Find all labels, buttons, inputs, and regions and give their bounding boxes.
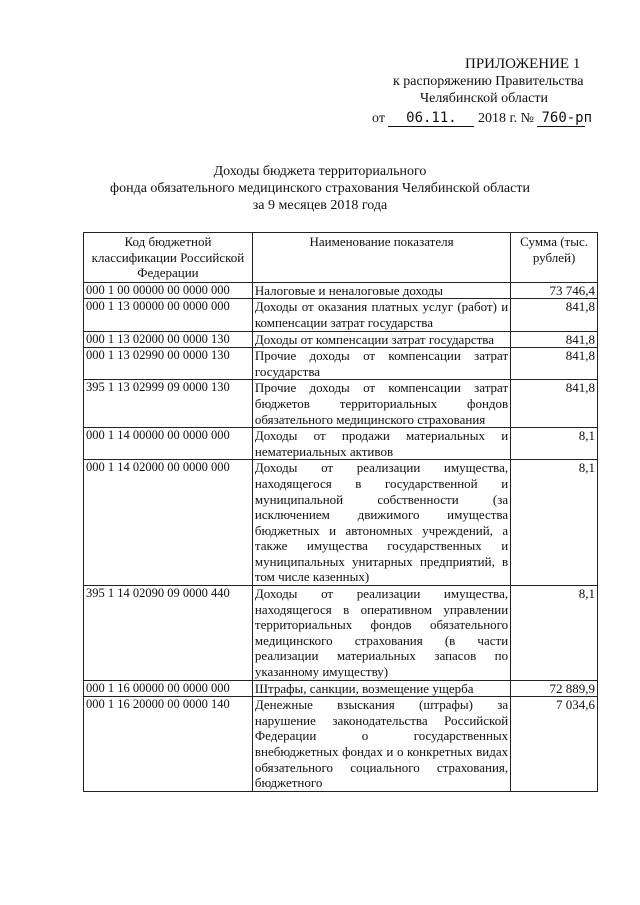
row-code: 000 1 14 00000 00 0000 000 — [84, 428, 253, 460]
row-code: 000 1 16 00000 00 0000 000 — [84, 680, 253, 697]
row-sum: 72 889,9 — [511, 680, 598, 697]
from-label: от — [372, 111, 385, 126]
row-sum: 7 034,6 — [511, 697, 598, 792]
table-row — [84, 331, 598, 348]
row-name: Прочие доходы от компенсации затрат государства — [252, 348, 510, 380]
table-row — [84, 680, 598, 697]
row-code: 000 1 00 00000 00 0000 000 — [84, 282, 253, 299]
table-row — [84, 282, 598, 299]
year-label: 2018 г. № — [477, 111, 534, 126]
row-sum: 841,8 — [511, 299, 598, 331]
table-row — [84, 299, 598, 331]
table-row — [84, 380, 598, 428]
table-row — [84, 697, 598, 792]
row-code: 000 1 14 02000 00 0000 000 — [84, 460, 253, 586]
table-body — [84, 282, 598, 791]
row-code: 395 1 13 02999 09 0000 130 — [84, 380, 253, 428]
row-code: 395 1 14 02090 09 0000 440 — [84, 586, 253, 681]
appendix-block — [360, 56, 610, 127]
row-sum: 841,8 — [511, 348, 598, 380]
row-sum: 8,1 — [511, 460, 598, 586]
row-sum: 8,1 — [511, 428, 598, 460]
row-name: Прочие доходы от компенсации затрат бюджетов территориальных фондов обязательного медицинского страхования — [252, 380, 510, 428]
row-name: Доходы от компенсации затрат государства — [252, 331, 510, 348]
handwritten-number: 760-рп — [537, 111, 585, 127]
row-sum: 841,8 — [511, 380, 598, 428]
row-sum: 841,8 — [511, 331, 598, 348]
row-name: Доходы от продажи материальных и нематериальных активов — [252, 428, 510, 460]
table-row — [84, 348, 598, 380]
table-row — [84, 586, 598, 681]
table-row — [84, 428, 598, 460]
appendix-line-region: Челябинской области — [420, 91, 548, 106]
row-sum: 73 746,4 — [511, 282, 598, 299]
row-code: 000 1 13 02000 00 0000 130 — [84, 331, 253, 348]
revenue-table — [83, 232, 598, 792]
header-code: Код бюджетной классификации Российской Федерации — [84, 233, 253, 283]
row-name: Денежные взыскания (штрафы) за нарушение законодательства Российской Федерации о государственных внебюджетных фондах и о конкретных видах обязательного социального страхования, бюджетного — [252, 697, 510, 792]
row-name: Налоговые и неналоговые доходы — [252, 282, 510, 299]
row-code: 000 1 13 00000 00 0000 000 — [84, 299, 253, 331]
table-row — [84, 460, 598, 586]
row-code: 000 1 13 02990 00 0000 130 — [84, 348, 253, 380]
row-name: Доходы от оказания платных услуг (работ) и компенсации затрат государства — [252, 299, 510, 331]
table-header-row — [84, 233, 598, 283]
row-name: Доходы от реализации имущества, находящегося в государственной и муниципальной собственности (за исключением движимого имущества бюджетных и автономных учреждений, а также имущества государственных и муниципальных унитарных предприятий, в том числе казенных) — [252, 460, 510, 586]
document-title — [0, 163, 640, 214]
row-code: 000 1 16 20000 00 0000 140 — [84, 697, 253, 792]
title-line-1: Доходы бюджета территориального — [213, 164, 427, 179]
appendix-heading: ПРИЛОЖЕНИЕ 1 — [465, 56, 581, 72]
header-sum: Сумма (тыс. рублей) — [511, 233, 598, 283]
handwritten-date: 06.11. — [388, 111, 474, 127]
row-name: Доходы от реализации имущества, находящегося в оперативном управлении территориальных фондов обязательного медицинского страхования (в части реализации материальных запасов по указанному имуществу) — [252, 586, 510, 681]
title-line-2: фонда обязательного медицинского страхования Челябинской области — [110, 181, 530, 196]
header-name: Наименование показателя — [252, 233, 510, 283]
title-line-3: за 9 месяцев 2018 года — [252, 198, 388, 213]
row-name: Штрафы, санкции, возмещение ущерба — [252, 680, 510, 697]
appendix-line-order: к распоряжению Правительства — [393, 74, 584, 89]
row-sum: 8,1 — [511, 586, 598, 681]
appendix-date-line — [360, 110, 610, 127]
